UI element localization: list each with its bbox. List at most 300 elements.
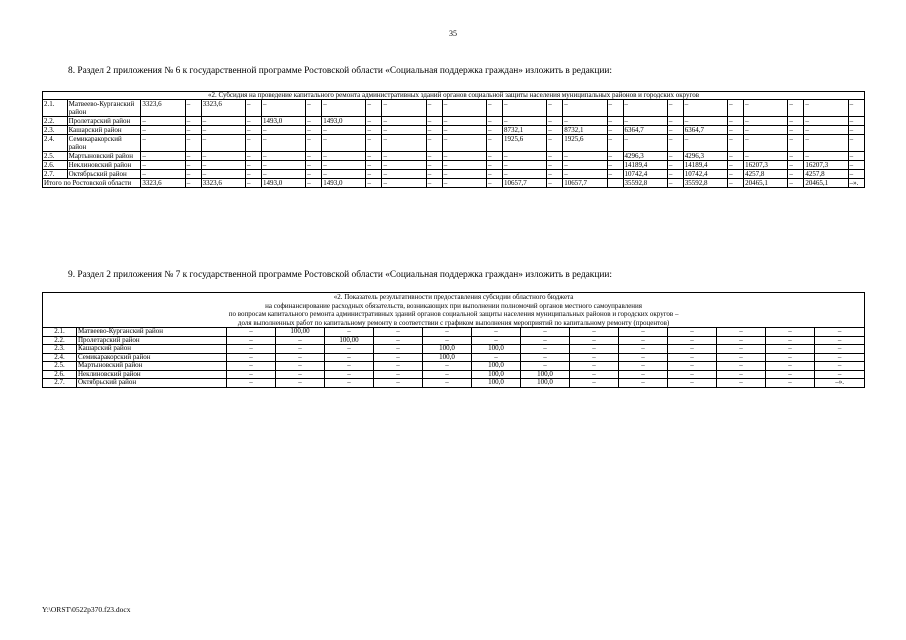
table-row [43,117,865,126]
value-cell: 100,0 [423,345,472,354]
value-cell: – [276,379,325,388]
value-cell: – [619,379,668,388]
value-cell: – [261,135,305,152]
value-cell: – [667,179,683,188]
value-cell: – [487,170,503,179]
value-cell: – [570,353,619,362]
row-number: 2.6. [43,161,68,170]
value-cell: 10742,4 [623,170,667,179]
value-cell: 100,0 [521,379,570,388]
value-cell: – [570,328,619,337]
value-cell: – [487,135,503,152]
value-cell: – [547,117,563,126]
value-cell: – [261,161,305,170]
value-cell: – [426,161,442,170]
value-cell: – [668,353,717,362]
subsidy-table [42,91,865,188]
table-row [43,135,865,152]
value-cell: – [683,135,727,152]
value-cell: – [623,100,667,117]
value-cell: 1493,0 [261,179,305,188]
value-cell: – [668,336,717,345]
value-cell: – [607,100,623,117]
value-cell: – [366,161,382,170]
value-cell: – [804,152,848,161]
value-cell: – [744,100,788,117]
value-cell: – [442,135,486,152]
value-cell: – [245,170,261,179]
row-number: 2.4. [43,353,77,362]
value-cell: 10657,7 [503,179,547,188]
value-cell: – [426,126,442,135]
value-cell: – [667,161,683,170]
value-cell: – [276,362,325,371]
value-cell: – [487,100,503,117]
value-cell: 35592,8 [623,179,667,188]
table-row [43,161,865,170]
value-cell: – [227,370,276,379]
value-cell: – [141,135,185,152]
value-cell: – [366,179,382,188]
value-cell: 3323,6 [141,179,185,188]
value-cell: – [322,100,366,117]
value-cell: – [804,126,848,135]
value-cell: – [521,362,570,371]
district-name: Кашарский район [77,345,227,354]
value-cell: 6364,7 [683,126,727,135]
value-cell: – [848,100,864,117]
value-cell: – [728,117,744,126]
value-cell: – [366,126,382,135]
value-cell: – [185,135,201,152]
value-cell: – [728,170,744,179]
value-cell: – [717,362,766,371]
value-cell: – [141,126,185,135]
value-cell: 100,00 [276,328,325,337]
value-cell: – [382,170,426,179]
value-cell: – [426,117,442,126]
value-cell: – [245,152,261,161]
value-cell: 10657,7 [563,179,607,188]
value-cell: – [683,100,727,117]
value-cell: – [503,100,547,117]
value-cell: – [374,362,423,371]
row-number: 2.1. [43,328,77,337]
value-cell: – [306,161,322,170]
value-cell: – [503,152,547,161]
value-cell: – [382,117,426,126]
value-cell: – [848,126,864,135]
table-row [43,328,865,337]
value-cell [607,179,623,188]
value-cell: – [728,179,744,188]
value-cell: – [744,126,788,135]
row-number: 2.5. [43,152,68,161]
district-name: Пролетарский район [67,117,141,126]
value-cell: – [788,170,804,179]
value-cell: – [766,328,815,337]
value-cell: – [201,152,245,161]
table-title: «2. Субсидия на проведение капитального ремонта административных зданий органов социальной защиты населения муниципальных районов и городских округов [43,92,865,100]
value-cell: – [667,100,683,117]
value-cell: 3323,6 [141,100,185,117]
district-name: Семикаракорский район [77,353,227,362]
total-row [43,179,865,188]
value-cell: 35592,8 [683,179,727,188]
row-number: 2.2. [43,117,68,126]
table-title [43,293,865,328]
value-cell: 4296,3 [683,152,727,161]
value-cell: – [521,336,570,345]
value-cell: – [607,161,623,170]
value-cell: – [261,170,305,179]
table-row [43,370,865,379]
value-cell: – [815,370,865,379]
district-name: Неклиновский район [77,370,227,379]
value-cell: – [804,135,848,152]
value-cell: – [185,117,201,126]
value-cell: – [245,126,261,135]
table-row [43,126,865,135]
value-cell: – [717,353,766,362]
value-cell: – [201,170,245,179]
value-cell: – [788,117,804,126]
value-cell: – [503,161,547,170]
value-cell: – [487,179,503,188]
value-cell: – [185,170,201,179]
value-cell: – [325,353,374,362]
row-number: 2.3. [43,345,77,354]
table-title-line: на софинансирование расходных обязательств, возникающих при выполнении полномочий органов местного самоуправления [265,301,643,310]
district-name: Октябрьский район [77,379,227,388]
row-number: 2.7. [43,170,68,179]
value-cell: – [423,370,472,379]
value-cell: – [426,179,442,188]
value-cell: – [227,362,276,371]
value-cell: – [261,100,305,117]
value-cell: – [442,126,486,135]
value-cell: – [619,328,668,337]
value-cell: – [607,135,623,152]
value-cell: – [306,117,322,126]
district-name: Неклиновский район [67,161,141,170]
district-name: Кашарский район [67,126,141,135]
value-cell: 1493,0 [322,179,366,188]
value-cell: – [521,353,570,362]
value-cell: – [423,379,472,388]
value-cell: – [728,100,744,117]
total-label: Итого по Ростовской области [43,179,141,188]
value-cell: – [325,370,374,379]
value-cell: – [668,345,717,354]
value-cell: – [201,161,245,170]
row-number: 2.7. [43,379,77,388]
value-cell: – [766,370,815,379]
value-cell: – [245,100,261,117]
value-cell: – [306,152,322,161]
value-cell: –». [848,179,864,188]
value-cell: – [788,135,804,152]
value-cell: – [667,152,683,161]
district-name: Матвеево-Курганский район [67,100,141,117]
value-cell: – [728,161,744,170]
value-cell: 1493,0 [322,117,366,126]
value-cell: 6364,7 [623,126,667,135]
value-cell: – [804,100,848,117]
table-title-line: «2. Показатель результативности предоставления субсидии областного бюджета [333,293,574,301]
value-cell: – [382,100,426,117]
value-cell: – [382,179,426,188]
value-cell: – [607,170,623,179]
value-cell: – [717,370,766,379]
value-cell: 20465,1 [804,179,848,188]
value-cell: 1925,6 [503,135,547,152]
value-cell: – [717,345,766,354]
value-cell: – [487,152,503,161]
value-cell: 8732,1 [563,126,607,135]
value-cell: – [276,353,325,362]
value-cell: – [374,379,423,388]
section-heading-8: 8. Раздел 2 приложения № 6 к государственной программе Ростовской области «Социальная поддержка граждан» изложить в редакции: [68,66,612,76]
value-cell: – [245,179,261,188]
value-cell: – [623,117,667,126]
value-cell: 3323,6 [201,179,245,188]
value-cell: – [766,362,815,371]
district-name: Семикаракорский район [67,135,141,152]
value-cell: – [667,126,683,135]
value-cell: – [570,362,619,371]
value-cell: – [306,100,322,117]
value-cell: – [426,135,442,152]
value-cell: – [442,100,486,117]
value-cell: – [322,161,366,170]
value-cell: 20465,1 [744,179,788,188]
value-cell: – [848,135,864,152]
value-cell: – [141,152,185,161]
value-cell: – [788,179,804,188]
row-number: 2.5. [43,362,77,371]
value-cell: – [563,117,607,126]
district-name: Матвеево-Курганский район [77,328,227,337]
value-cell: – [619,370,668,379]
value-cell: – [201,126,245,135]
value-cell: – [426,152,442,161]
value-cell: – [382,161,426,170]
value-cell: – [227,379,276,388]
page-number: 35 [449,29,457,38]
value-cell: – [227,345,276,354]
row-number: 2.4. [43,135,68,152]
value-cell: – [619,353,668,362]
value-cell: – [374,328,423,337]
value-cell: – [570,345,619,354]
value-cell: – [442,117,486,126]
value-cell: – [374,345,423,354]
value-cell: – [322,152,366,161]
value-cell: – [325,379,374,388]
value-cell: – [201,135,245,152]
value-cell: – [227,353,276,362]
value-cell: 8732,1 [503,126,547,135]
value-cell: – [276,345,325,354]
value-cell: – [570,336,619,345]
value-cell: – [487,161,503,170]
value-cell: – [521,328,570,337]
value-cell: 100,00 [325,336,374,345]
value-cell: – [848,117,864,126]
value-cell: 4257,8 [744,170,788,179]
table-row [43,362,865,371]
value-cell: – [728,126,744,135]
table-row [43,152,865,161]
value-cell: – [423,362,472,371]
value-cell: – [503,117,547,126]
value-cell: – [487,126,503,135]
value-cell: – [563,161,607,170]
table-row [43,379,865,388]
value-cell: – [788,126,804,135]
value-cell: – [503,170,547,179]
value-cell: – [547,152,563,161]
value-cell: – [245,161,261,170]
value-cell: – [766,336,815,345]
value-cell: – [623,135,667,152]
value-cell: – [374,353,423,362]
value-cell: – [815,353,865,362]
value-cell: 100,0 [472,370,521,379]
district-name: Октябрьский район [67,170,141,179]
value-cell: 100,0 [472,362,521,371]
value-cell: – [766,379,815,388]
value-cell: – [442,170,486,179]
value-cell: – [547,179,563,188]
value-cell: – [374,336,423,345]
value-cell: 14189,4 [623,161,667,170]
row-number: 2.3. [43,126,68,135]
value-cell: – [366,170,382,179]
value-cell: – [607,117,623,126]
value-cell: – [766,345,815,354]
value-cell: – [472,328,521,337]
value-cell: – [815,362,865,371]
value-cell: 100,0 [521,370,570,379]
table-row [43,170,865,179]
value-cell: – [322,126,366,135]
value-cell: – [322,135,366,152]
value-cell: – [717,379,766,388]
value-cell: – [442,152,486,161]
table-row [43,336,865,345]
value-cell: – [547,170,563,179]
value-cell: – [245,117,261,126]
row-number: 2.2. [43,336,77,345]
value-cell: – [619,336,668,345]
indicator-table [42,292,865,388]
value-cell: – [227,336,276,345]
value-cell: – [668,370,717,379]
value-cell: – [185,126,201,135]
value-cell: – [141,161,185,170]
table-title-line: доля выполненных работ по капитальному ремонту в соответствии с графиком выполнения мероприятий по капитальному ремонту (процентов) [237,318,670,327]
value-cell: – [306,135,322,152]
table-title-line: по вопросам капитального ремонта административных зданий органов социальной защиты населения муниципальных районов и городских округов – [228,310,679,319]
value-cell: – [717,336,766,345]
value-cell: – [788,161,804,170]
value-cell: – [261,126,305,135]
table-row [43,345,865,354]
value-cell: 14189,4 [683,161,727,170]
value-cell: – [683,117,727,126]
value-cell: 100,0 [423,353,472,362]
table-row [43,100,865,117]
value-cell: – [141,117,185,126]
section-heading-9: 9. Раздел 2 приложения № 7 к государственной программе Ростовской области «Социальная поддержка граждан» изложить в редакции: [68,270,612,280]
value-cell: – [848,161,864,170]
value-cell: – [668,328,717,337]
file-path-footer: Y:\ORST\0522p370.f23.docx [42,605,131,614]
value-cell: – [325,362,374,371]
row-number: 2.6. [43,370,77,379]
value-cell: – [306,179,322,188]
value-cell: – [848,152,864,161]
value-cell: – [185,161,201,170]
district-name: Мартыновский район [77,362,227,371]
value-cell: – [547,135,563,152]
value-cell: – [744,135,788,152]
value-cell: – [848,170,864,179]
value-cell: – [276,336,325,345]
value-cell: – [426,100,442,117]
value-cell: – [472,353,521,362]
value-cell: – [804,117,848,126]
value-cell: – [815,336,865,345]
value-cell: – [668,362,717,371]
value-cell: – [744,117,788,126]
value-cell: – [607,152,623,161]
value-cell: – [788,152,804,161]
value-cell: – [667,135,683,152]
value-cell: – [788,100,804,117]
value-cell: – [423,328,472,337]
value-cell: – [276,370,325,379]
value-cell: – [322,170,366,179]
value-cell: – [563,152,607,161]
value-cell: – [667,117,683,126]
value-cell: – [306,170,322,179]
value-cell: – [547,100,563,117]
table-row [43,353,865,362]
value-cell: 3323,6 [201,100,245,117]
value-cell: 16207,3 [804,161,848,170]
value-cell: – [423,336,472,345]
value-cell: – [306,126,322,135]
value-cell: – [442,161,486,170]
value-cell: – [261,152,305,161]
value-cell: – [227,328,276,337]
value-cell: – [563,100,607,117]
value-cell: –». [815,379,865,388]
value-cell: 16207,3 [744,161,788,170]
value-cell: – [325,345,374,354]
value-cell: – [382,135,426,152]
value-cell: – [487,117,503,126]
district-name: Пролетарский район [77,336,227,345]
value-cell: – [717,328,766,337]
value-cell: – [570,370,619,379]
value-cell: – [141,170,185,179]
value-cell: – [728,152,744,161]
value-cell: 100,0 [472,345,521,354]
